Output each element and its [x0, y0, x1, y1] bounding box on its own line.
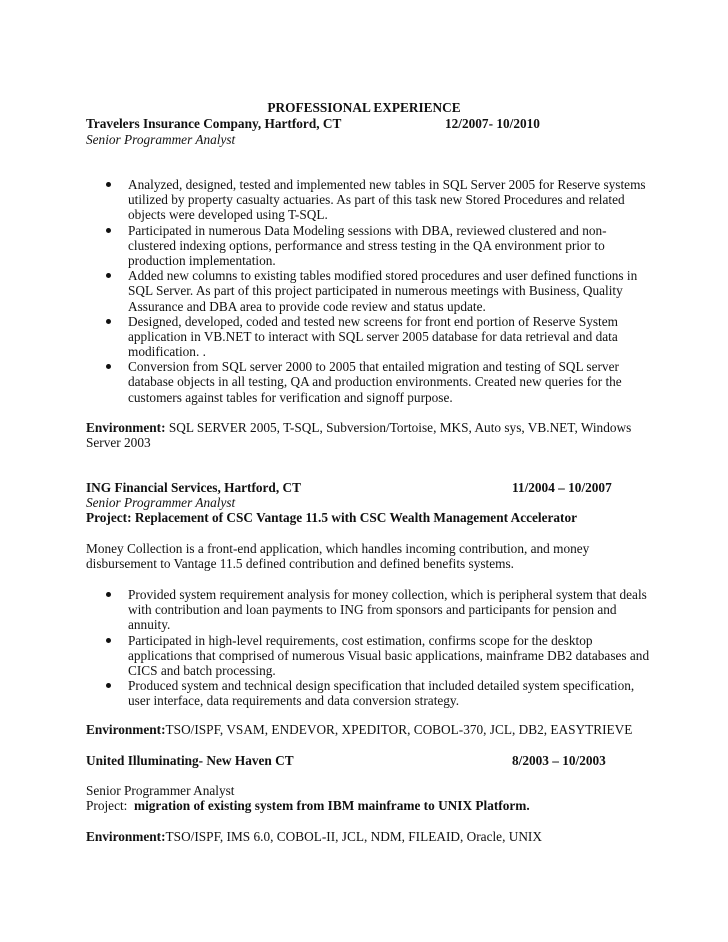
job-bullets [86, 177, 646, 405]
list-item [86, 223, 646, 269]
bullet-text-line: production implementation. [128, 252, 276, 268]
list-item [86, 177, 646, 223]
project-title: migration of existing system from IBM mainframe to UNIX Platform. [134, 798, 530, 813]
bullet-icon [106, 182, 111, 187]
list-item [86, 587, 649, 633]
bullet-text-line: database objects in all testing, QA and production environments. Created new queries for the [128, 374, 622, 390]
job-role: Senior Programmer Analyst [86, 495, 236, 510]
bullet-icon [106, 364, 111, 369]
list-item [86, 359, 646, 405]
bullet-text-line: clustered indexing options, performance and stress testing in the QA environment prior to [128, 237, 605, 253]
environment-text: SQL SERVER 2005, T-SQL, Subversion/Tortoise, MKS, Auto sys, VB.NET, Windows [165, 420, 632, 435]
project-label: Project: [86, 798, 128, 813]
bullet-text-line: CICS and batch processing. [128, 662, 276, 678]
bullet-text-line: utilized by property casualty actuaries. As part of this task new Stored Procedures and related [128, 192, 625, 208]
bullet-icon [106, 228, 111, 233]
bullet-text-line: user interface, data requirements and data conversion strategy. [128, 693, 460, 709]
bullet-text-line: customers against tables for verification and signoff purpose. [128, 389, 453, 405]
job-role: Senior Programmer Analyst [86, 132, 236, 147]
job-dates: 8/2003 – 10/2003 [512, 753, 606, 768]
environment-label: Environment: [86, 829, 166, 844]
environment [86, 722, 632, 737]
environment-label: Environment: [86, 420, 166, 435]
job-dates: 12/2007- 10/2010 [445, 116, 540, 131]
bullet-text-line: SQL Server. As part of this project participated in numerous meetings with Business, Quality [128, 283, 623, 299]
description-line: disbursement to Vantage 11.5 defined contribution and defined benefits systems. [86, 556, 514, 572]
bullet-text-line: Conversion from SQL server 2000 to 2005 that entailed migration and testing of SQL server [128, 359, 619, 375]
bullet-icon [106, 638, 111, 643]
list-item [86, 314, 646, 360]
environment [86, 420, 631, 450]
environment-label: Environment: [86, 722, 166, 737]
list-item [86, 678, 649, 708]
bullet-text-line: Designed, developed, coded and tested new screens for front end portion of Reserve System [128, 313, 618, 329]
section-title: PROFESSIONAL EXPERIENCE [267, 100, 461, 115]
bullet-text-line: Participated in numerous Data Modeling sessions with DBA, reviewed clustered and non- [128, 222, 607, 238]
list-item [86, 633, 649, 679]
company-name: United Illuminating- New Haven CT [86, 753, 294, 768]
job-header [86, 480, 668, 496]
job-bullets [86, 587, 649, 709]
bullet-text-line: Added new columns to existing tables modified stored procedures and user defined functions in [128, 268, 638, 284]
job-description [86, 541, 589, 571]
bullet-text-line: with contribution and loan payments to ING from sponsors and participants for pension and [128, 602, 617, 618]
bullet-text-line: Provided system requirement analysis for money collection, which is peripheral system that deals [128, 587, 647, 602]
bullet-icon [106, 592, 111, 597]
bullet-icon [106, 683, 111, 688]
bullet-text-line: Produced system and technical design specification that included detailed system specification, [128, 678, 635, 694]
job-header [86, 116, 668, 132]
bullet-text-line: modification. . [128, 344, 206, 360]
environment-text: TSO/ISPF, IMS 6.0, COBOL-II, JCL, NDM, FILEAID, Oracle, UNIX [165, 829, 542, 844]
bullet-text-line: application in VB.NET to interact with SQL server 2005 database for data retrieval and data [128, 328, 618, 344]
company-name: ING Financial Services, Hartford, CT [86, 480, 301, 495]
bullet-text-line: Analyzed, designed, tested and implemented new tables in SQL Server 2005 for Reserve systems [128, 177, 646, 192]
bullet-icon [106, 319, 111, 324]
bullet-text-line: Participated in high-level requirements, cost estimation, confirms scope for the desktop [128, 632, 593, 648]
job-header [86, 753, 668, 769]
environment [86, 829, 542, 844]
bullet-icon [106, 273, 111, 278]
description-line: Money Collection is a front-end application, which handles incoming contribution, and money [86, 541, 590, 556]
project-line [86, 798, 530, 813]
bullet-text-line: Assurance and DBA area to provide code review and status update. [128, 298, 486, 314]
company-name: Travelers Insurance Company, Hartford, CT [86, 116, 342, 131]
bullet-text-line: objects were developed using T-SQL. [128, 207, 328, 223]
environment-text: Server 2003 [86, 435, 151, 451]
list-item [86, 268, 646, 314]
bullet-text-line: annuity. [128, 617, 171, 633]
job-dates: 11/2004 – 10/2007 [512, 480, 612, 495]
project-title: Project: Replacement of CSC Vantage 11.5 with CSC Wealth Management Accelerator [86, 510, 578, 525]
bullet-text-line: applications that comprised of numerous Visual basic applications, mainframe DB2 databases and [128, 647, 650, 663]
job-role: Senior Programmer Analyst [86, 783, 235, 798]
environment-text: TSO/ISPF, VSAM, ENDEVOR, XPEDITOR, COBOL-370, JCL, DB2, EASYTRIEVE [165, 722, 633, 737]
